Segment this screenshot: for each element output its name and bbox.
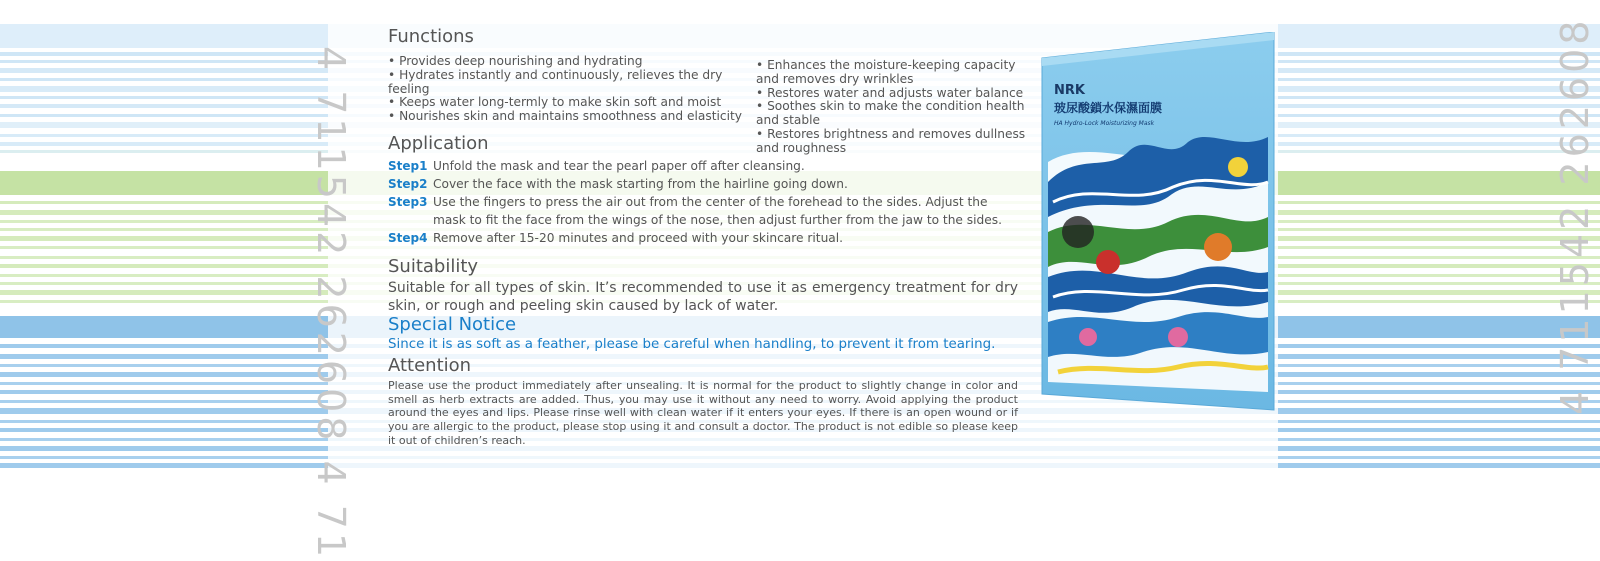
step-row	[388, 175, 1008, 193]
step-label: Step2	[388, 177, 428, 191]
function-item: • Provides deep nourishing and hydrating	[388, 54, 643, 68]
barcode-number-right: 4 711542 262608	[1553, 16, 1597, 415]
function-item: • Soothes skin to make the condition health and stable	[756, 99, 1025, 128]
product-package-image	[1038, 32, 1278, 422]
attention-heading: Attention	[388, 355, 472, 376]
special-notice-heading: Special Notice	[388, 314, 517, 335]
function-item: • Keeps water long-termly to make skin soft and moist	[388, 95, 722, 110]
application-heading: Application	[388, 133, 489, 154]
functions-list-right	[756, 59, 1026, 156]
function-item: • Restores water and adjusts water balance	[756, 85, 1024, 100]
step-text: Use the fingers to press the air out from the center of the forehead to the sides. Adjust the mask to fit the face from the wings of the nose, then adjust further from the jaw to the sides.	[433, 195, 1003, 227]
step-text: Cover the face with the mask starting from the hairline going down.	[433, 177, 848, 191]
application-steps	[388, 157, 1008, 247]
brand-logo: NRK	[1054, 83, 1085, 98]
function-item: • Hydrates instantly and continuously, relieves the dry feeling	[388, 67, 723, 96]
step-label: Step4	[388, 231, 428, 245]
step-row	[388, 229, 1008, 247]
suitability-text: Suitable for all types of skin. It’s recommended to use it as emergency treatment for dry skin, or rough and peeling skin caused by lack of water.	[388, 280, 1018, 314]
function-item: • Restores brightness and removes dullness and roughness	[756, 126, 1026, 155]
function-item: • Nourishes skin and maintains smoothness and elasticity	[388, 109, 742, 124]
step-row	[388, 193, 1008, 229]
barcode-number-left: 4 711542 262608 4 71	[309, 46, 353, 561]
product-name-chinese: 玻尿酸鎖水保濕面膜	[1054, 101, 1163, 115]
step-label: Step1	[388, 159, 428, 173]
functions-heading: Functions	[388, 26, 474, 47]
function-item: • Enhances the moisture-keeping capacity and removes dry wrinkles	[756, 58, 1016, 86]
functions-list-left	[388, 55, 748, 124]
step-text: Remove after 15-20 minutes and proceed with your skincare ritual.	[433, 231, 844, 245]
product-name-english: HA Hydro-Lock Moisturizing Mask	[1054, 120, 1155, 127]
step-text: Unfold the mask and tear the pearl paper off after cleansing.	[433, 159, 805, 173]
step-row	[388, 157, 1008, 175]
step-label: Step3	[388, 195, 428, 209]
attention-text: Please use the product immediately after unsealing. It is normal for the product to slightly change in color and smell as herb extracts are added. Thus, you may use it without any need to worry. Avoid applying the product around the eyes and lips. Please rinse well with clean water if it enters your eyes. If there is an open wound or if you are allergic to the product, please stop using it and consult a doctor. The product is not edible so please keep it out of children’s reach.	[388, 379, 1018, 447]
suitability-heading: Suitability	[388, 256, 479, 277]
special-notice-text: Since it is as soft as a feather, please be careful when handling, to prevent it from tearing.	[388, 337, 996, 352]
